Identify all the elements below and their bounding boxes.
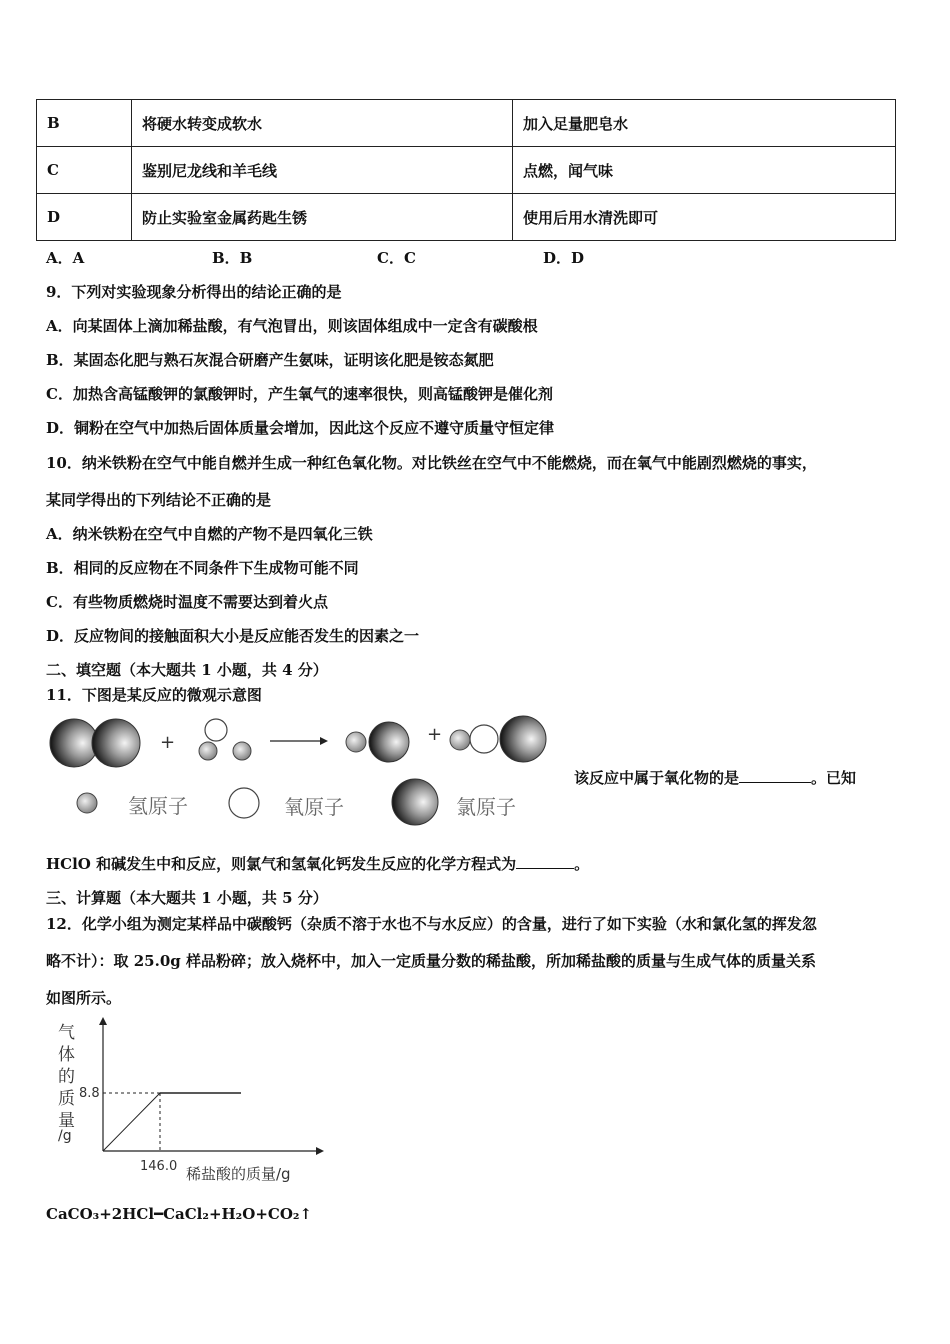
section3-heading: 三、计算题（本大题共 1 小题，共 5 分）	[46, 889, 328, 907]
q12-line2: 略不计）：取 25.0g 样品粉碎；放入烧杯中，加入一定质量分数的稀盐酸，所加稀盐酸的质量与生成气体的质量关系	[46, 952, 816, 970]
legend-oxygen-icon	[229, 788, 259, 818]
chlorine-atom	[92, 719, 140, 767]
q10-option-c: C．有些物质燃烧时温度不需要达到着火点	[46, 593, 328, 611]
y-axis-label-char: 量	[58, 1111, 75, 1131]
oxygen-atom	[205, 719, 227, 741]
legend-hydrogen-label: 氢原子	[128, 794, 188, 818]
plus-sign: +	[427, 724, 443, 745]
q8-choice-b: B．B	[212, 249, 253, 267]
q11-question-oxide: 该反应中属于氧化物的是 。已知	[574, 769, 857, 787]
legend-hydrogen-icon	[77, 793, 97, 813]
hydrogen-atom	[233, 742, 251, 760]
arrow-head-icon	[320, 737, 328, 745]
x-tick-label: 146.0	[140, 1159, 178, 1174]
q9-option-c: C．加热含高锰酸钾的氯酸钾时，产生氧气的速率很快，则高锰酸钾是催化剂	[46, 385, 553, 403]
legend-oxygen-label: 氧原子	[284, 795, 344, 819]
hydrogen-atom	[450, 730, 470, 750]
data-line-rising	[103, 1093, 160, 1151]
q10-stem-line1: 10．纳米铁粉在空气中能自燃并生成一种红色氧化物。对比铁丝在空气中不能燃烧，而在氧气中能剧烈燃烧的事实，	[46, 454, 817, 472]
chlorine-atom	[50, 719, 98, 767]
q10-option-d: D．反应物间的接触面积大小是反应能否发生的因素之一	[46, 627, 420, 645]
legend-chlorine-icon	[392, 779, 438, 825]
y-axis-label-char: 的	[58, 1067, 75, 1087]
q12-line3: 如图所示。	[46, 989, 122, 1007]
plus-sign: +	[160, 732, 176, 753]
q10-stem-line2: 某同学得出的下列结论不正确的是	[46, 491, 272, 509]
hydrogen-atom	[346, 732, 366, 752]
options-table	[36, 99, 896, 241]
q8-choice-c: C．C	[377, 249, 416, 267]
q9-stem: 9．下列对实验现象分析得出的结论正确的是	[46, 283, 342, 301]
x-axis-label: 稀盐酸的质量/g	[186, 1165, 291, 1183]
y-axis-label-char: 质	[58, 1089, 75, 1109]
x-axis-arrow-icon	[316, 1147, 324, 1155]
chlorine-atom	[369, 722, 409, 762]
oxygen-atom	[470, 725, 498, 753]
y-axis-label-char: 体	[58, 1045, 75, 1065]
y-tick-label: 8.8	[79, 1086, 100, 1101]
gas-mass-chart	[60, 1015, 340, 1190]
legend-chlorine-label: 氯原子	[456, 795, 516, 819]
q10-option-b: B．相同的反应物在不同条件下生成物可能不同	[46, 559, 359, 577]
chemical-equation: CaCO₃+2HCl━CaCl₂+H₂O+CO₂↑	[46, 1205, 313, 1223]
answer-blank[interactable]	[739, 782, 811, 783]
y-axis-arrow-icon	[99, 1017, 107, 1025]
q11-stem: 11．下图是某反应的微观示意图	[46, 686, 262, 704]
q12-line1: 12．化学小组为测定某样品中碳酸钙（杂质不溶于水也不与水反应）的含量，进行了如下实验（水和氯化氢的挥发忽	[46, 915, 817, 933]
q10-option-a: A．纳米铁粉在空气中自燃的产物不是四氧化三铁	[46, 525, 373, 543]
q9-option-d: D．铜粉在空气中加热后固体质量会增加，因此这个反应不遵守质量守恒定律	[46, 419, 555, 437]
table-row: C 鉴别尼龙线和羊毛线 点燃，闻气味	[37, 147, 896, 194]
answer-blank[interactable]	[516, 868, 574, 869]
table-row: B 将硬水转变成软水 加入足量肥皂水	[37, 100, 896, 147]
table-row: D 防止实验室金属药匙生锈 使用后用水清洗即可	[37, 194, 896, 241]
y-axis-label-char: 气	[58, 1023, 75, 1043]
y-axis-label-char: /g	[58, 1128, 72, 1144]
q9-option-b: B．某固态化肥与熟石灰混合研磨产生氨味，证明该化肥是铵态氮肥	[46, 351, 494, 369]
q8-choice-a: A．A	[46, 249, 85, 267]
hydrogen-atom	[199, 742, 217, 760]
section2-heading: 二、填空题（本大题共 1 小题，共 4 分）	[46, 661, 328, 679]
q11-question-equation: HClO 和碱发生中和反应，则氯气和氢氧化钙发生反应的化学方程式为 。	[46, 855, 590, 873]
q8-choice-d: D．D	[543, 249, 585, 267]
chlorine-atom	[500, 716, 546, 762]
q9-option-a: A．向某固体上滴加稀盐酸，有气泡冒出，则该固体组成中一定含有碳酸根	[46, 317, 538, 335]
